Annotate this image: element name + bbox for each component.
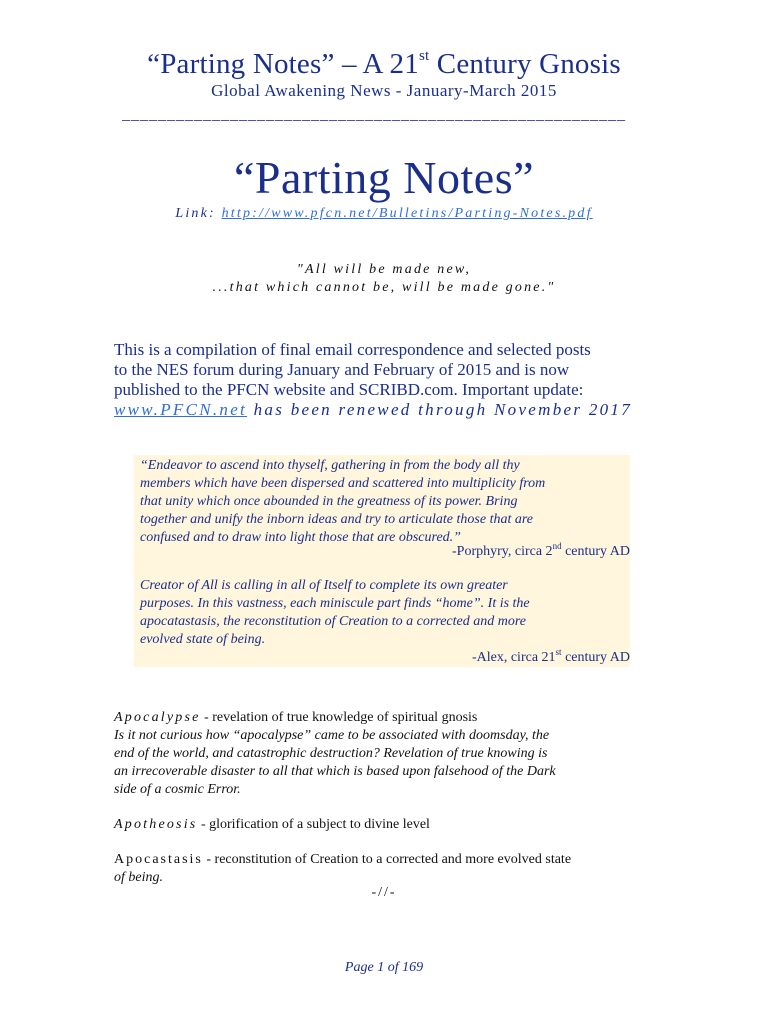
attr-alex-sup: st: [555, 647, 562, 657]
def-apocastasis-line-2: of being.: [114, 870, 163, 885]
apocalypse-note-line-3: an irrecoverable disaster to all that which is based upon falsehood of the Dark: [114, 764, 556, 779]
attr-alex-before: -Alex, circa 21: [471, 650, 556, 665]
quote-porphyry-line-5: confused and to draw into light those that are obscured.”: [140, 530, 461, 545]
quote-porphyry-attribution: [452, 543, 630, 561]
quote-porphyry-line-2: members which have been dispersed and scattered into multiplicity from: [140, 476, 546, 491]
page-header-subtitle: Global Awakening News - January-March 2015: [211, 81, 557, 100]
page-header-title: [0, 46, 768, 82]
header-divider: ________________________________________________________: [122, 106, 626, 123]
term-apocalypse: Apocalypse: [114, 710, 201, 725]
apocalypse-note-line-4: side of a cosmic Error.: [114, 782, 241, 797]
quote-alex-line-1: Creator of All is calling in all of Itself to complete its own greater: [140, 578, 508, 593]
glossary-apotheosis: [114, 816, 674, 834]
link-line: [0, 204, 768, 224]
attr-alex-after: century AD: [561, 650, 630, 665]
attr-porphyry-sup: nd: [552, 541, 562, 551]
attr-porphyry-before: -Porphyry, circa 2: [452, 544, 553, 559]
header-title-after: Century Gnosis: [429, 48, 621, 80]
glossary-apocastasis: [114, 851, 674, 869]
quote-alex-line-2: purposes. In this vastness, each miniscule part finds “home”. It is the: [140, 596, 530, 611]
glossary-apocalypse: [114, 709, 674, 727]
intro-renewal-text: has been renewed through November 2017: [247, 400, 633, 419]
intro-paragraph: [114, 340, 674, 420]
attr-porphyry-after: century AD: [561, 544, 630, 559]
section-separator: -//-: [371, 885, 397, 900]
apocalypse-note-line-1: Is it not curious how “apocalypse” came to be associated with doomsday, the: [114, 728, 550, 743]
quote-alex-attribution: [472, 649, 630, 667]
term-apocastasis: Apocastasis: [114, 852, 203, 867]
intro-line-2: to the NES forum during January and February of 2015 and is now: [114, 360, 570, 379]
pfcn-link[interactable]: www.PFCN.net: [114, 400, 248, 419]
epigraph-line-2: ...that which cannot be, will be made gone.": [212, 280, 556, 295]
link-label: Link:: [175, 206, 222, 221]
page-number-footer: Page 1 of 169: [344, 960, 424, 975]
def-apocalypse: - revelation of true knowledge of spiritual gnosis: [200, 710, 478, 725]
quote-porphyry-line-1: “Endeavor to ascend into thyself, gathering in from the body all thy: [140, 458, 520, 473]
header-title-sup: st: [418, 48, 430, 64]
epigraph-line-1: "All will be made new,: [296, 262, 472, 277]
header-title-before: “Parting Notes” – A 21: [147, 48, 419, 80]
quote-porphyry-line-3: that unity which once abounded in the greatness of its power. Bring: [140, 494, 518, 509]
intro-line-1: This is a compilation of final email correspondence and selected posts: [114, 340, 591, 359]
quote-porphyry-line-4: together and unify the inborn ideas and try to articulate those that are: [140, 512, 533, 527]
document-title: “Parting Notes”: [233, 152, 535, 203]
intro-line-4: [114, 400, 674, 420]
term-apotheosis: Apotheosis: [114, 817, 198, 832]
def-apotheosis: - glorification of a subject to divine level: [197, 817, 430, 832]
quote-alex-line-3: apocatastasis, the reconstitution of Creation to a corrected and more: [140, 614, 526, 629]
def-apocastasis: - reconstitution of Creation to a corrected and more evolved state: [202, 852, 572, 867]
quote-alex-line-4: evolved state of being.: [140, 632, 266, 647]
apocalypse-note-line-2: end of the world, and catastrophic destruction? Revelation of true knowing is: [114, 746, 548, 761]
document-link[interactable]: http://www.pfcn.net/Bulletins/Parting-Notes.pdf: [221, 206, 593, 221]
intro-line-3: published to the PFCN website and SCRIBD.com. Important update:: [114, 380, 584, 399]
